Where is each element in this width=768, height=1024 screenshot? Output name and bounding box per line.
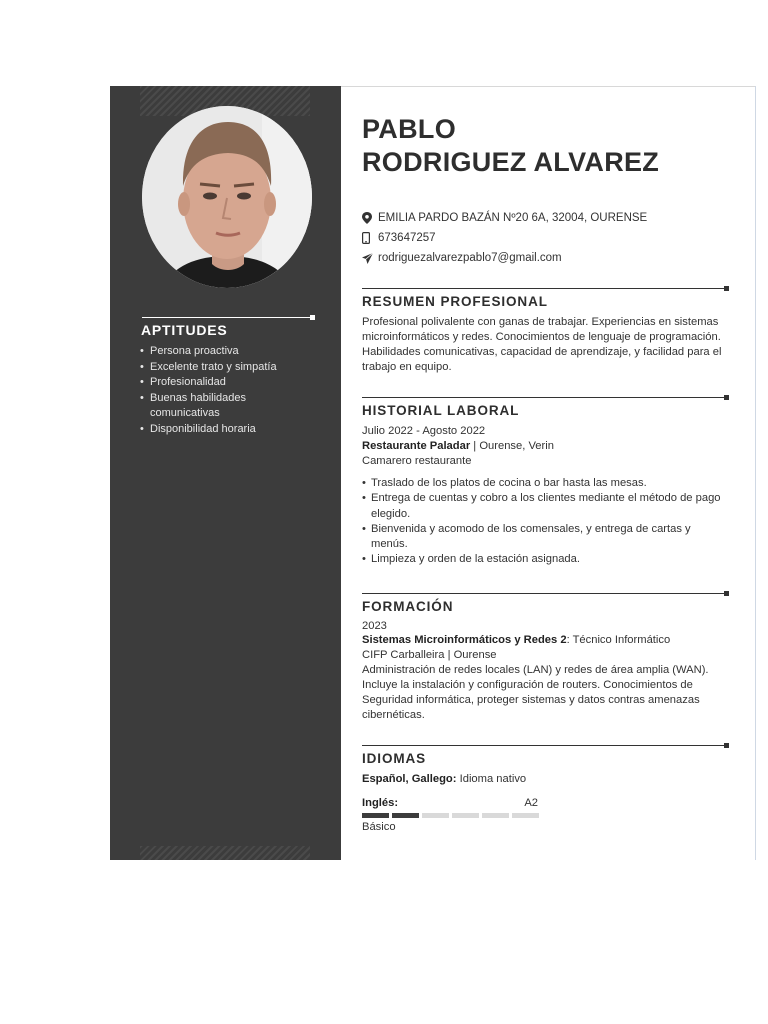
languages-title: IDIOMAS bbox=[362, 751, 427, 766]
language-english bbox=[362, 796, 538, 811]
language-english-code: A2 bbox=[524, 797, 538, 809]
aptitudes-list bbox=[140, 344, 320, 437]
education-degree-line bbox=[362, 633, 728, 648]
work-task: • Bienvenida y acomodo de los comensales, y entrega de cartas y menús. bbox=[362, 522, 728, 553]
work-company-line bbox=[362, 439, 728, 454]
education-title: FORMACIÓN bbox=[362, 599, 454, 614]
education-degree-type: : Técnico Informático bbox=[566, 634, 671, 646]
work-task: • Entrega de cuentas y cobro a los clientes mediante el método de pago elegido. bbox=[362, 491, 728, 522]
language-native bbox=[362, 772, 728, 787]
language-level-segment bbox=[482, 813, 509, 818]
aptitudes-title: APTITUDES bbox=[141, 322, 228, 338]
language-english-label: Inglés: bbox=[362, 797, 399, 809]
sidebar bbox=[110, 86, 341, 860]
contact-address bbox=[362, 210, 732, 226]
language-english-level: Básico bbox=[362, 821, 396, 833]
work-role: Camarero restaurante bbox=[362, 455, 472, 467]
paper-plane-icon bbox=[362, 253, 378, 264]
aptitude-item: • Profesionalidad bbox=[140, 375, 320, 391]
work-dates: Julio 2022 - Agosto 2022 bbox=[362, 425, 486, 437]
summary-text: Profesional polivalente con ganas de trabajar. Experiencias en sistemas microinformáticos y redes. Conocimientos de lenguaje de programación. Habilidades comunicativas, capacidad de aprendizaje, y facilidad para el trabajo en equipo. bbox=[362, 316, 722, 373]
profile-photo-illustration bbox=[142, 106, 312, 288]
education-degree: Sistemas Microinformáticos y Redes 2 bbox=[362, 634, 567, 646]
work-task: • Traslado de los platos de cocina o bar hasta las mesas. bbox=[362, 476, 728, 491]
aptitude-item: • Persona proactiva bbox=[140, 344, 320, 360]
language-level-segment bbox=[512, 813, 539, 818]
language-level-segment bbox=[362, 813, 389, 818]
mobile-phone-icon bbox=[362, 232, 378, 244]
education-year: 2023 bbox=[362, 620, 387, 632]
language-level-segment bbox=[452, 813, 479, 818]
summary-rule bbox=[362, 288, 728, 289]
aptitude-item: • Disponibilidad horaria bbox=[140, 422, 320, 438]
languages-rule bbox=[362, 745, 728, 746]
aptitude-item: • Excelente trato y simpatía bbox=[140, 360, 320, 376]
address-text: EMILIA PARDO BAZÁN Nº20 6A, 32004, OURENSE bbox=[378, 212, 648, 224]
work-rule bbox=[362, 397, 728, 398]
aptitude-item: • Buenas habilidades comunicativas bbox=[140, 391, 270, 422]
education-description: Administración de redes locales (LAN) y redes de área amplia (WAN). Incluye la instalación y configuración de routers. Conocimientos de Seguridad informática, proteger sistemas y datos contras amenazas cibernéticas. bbox=[362, 664, 709, 721]
candidate-name bbox=[362, 113, 659, 179]
language-level-segment bbox=[422, 813, 449, 818]
work-location: | Ourense, Verin bbox=[470, 440, 554, 452]
contact-phone bbox=[362, 230, 732, 246]
language-native-label: Español, Gallego: bbox=[362, 773, 457, 785]
work-task: • Limpieza y orden de la estación asignada. bbox=[362, 552, 728, 567]
work-title: HISTORIAL LABORAL bbox=[362, 403, 520, 418]
profile-photo bbox=[142, 106, 312, 288]
sidebar-hatch-bottom bbox=[140, 846, 310, 860]
email-text[interactable]: rodriguezalvarezpablo7@gmail.com bbox=[378, 252, 562, 264]
language-english-level-bar bbox=[362, 813, 539, 818]
education-school: CIFP Carballeira | Ourense bbox=[362, 649, 497, 661]
name-last: RODRIGUEZ ALVAREZ bbox=[362, 147, 660, 177]
location-pin-icon bbox=[362, 212, 378, 224]
phone-text: 673647257 bbox=[378, 232, 436, 244]
page-edge-top bbox=[340, 86, 756, 87]
work-company: Restaurante Paladar bbox=[362, 440, 471, 452]
page-edge-right bbox=[755, 86, 756, 860]
summary-title: RESUMEN PROFESIONAL bbox=[362, 294, 548, 309]
education-rule bbox=[362, 593, 728, 594]
language-level-segment bbox=[392, 813, 419, 818]
name-first: PABLO bbox=[362, 114, 456, 144]
language-native-level: Idioma nativo bbox=[456, 773, 527, 785]
contact-email[interactable] bbox=[362, 250, 732, 266]
work-task-list bbox=[362, 476, 728, 568]
aptitudes-rule bbox=[142, 317, 314, 318]
